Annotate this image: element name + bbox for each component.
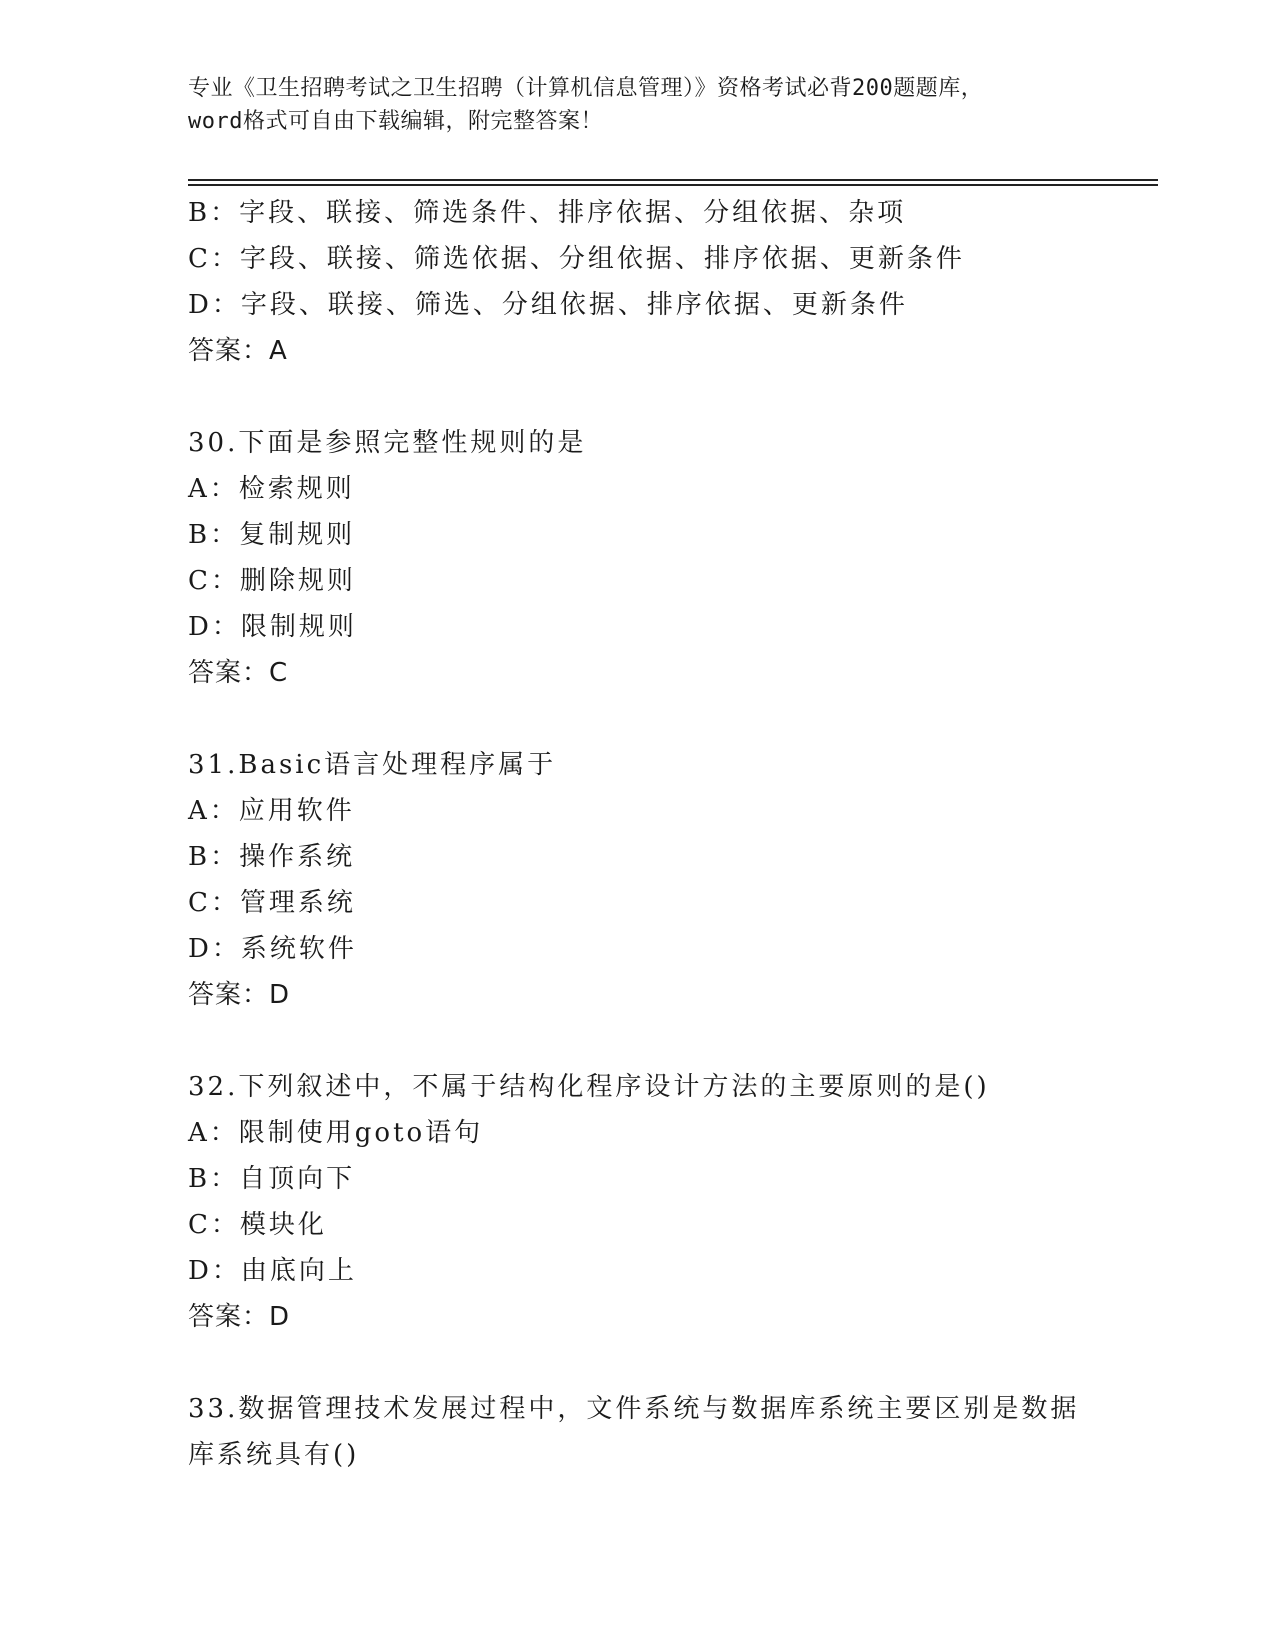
question-title-line-1: 33.数据管理技术发展过程中，文件系统与数据库系统主要区别是数据 — [188, 1394, 1080, 1424]
option-a: A：检索规则 — [188, 474, 355, 504]
option-d: D：系统软件 — [188, 934, 357, 964]
option-a: A：限制使用goto语句 — [188, 1118, 484, 1148]
option-c: C：删除规则 — [188, 566, 356, 596]
question-title: 32.下列叙述中，不属于结构化程序设计方法的主要原则的是() — [188, 1072, 990, 1102]
question-30 — [188, 420, 1148, 696]
option-d: D：限制规则 — [188, 612, 357, 642]
question-31 — [188, 742, 1148, 1018]
option-c: C：管理系统 — [188, 888, 356, 918]
header-divider-bottom — [188, 184, 1158, 186]
question-32 — [188, 1064, 1148, 1340]
answer-line: 答案：D — [188, 980, 291, 1010]
option-d: D：由底向上 — [188, 1256, 357, 1286]
option-d: D：字段、联接、筛选、分组依据、排序依据、更新条件 — [188, 290, 908, 320]
option-b: B：复制规则 — [188, 520, 356, 550]
answer-line: 答案：C — [188, 658, 289, 688]
question-list — [188, 190, 1148, 1478]
answer-line: 答案：A — [188, 336, 288, 366]
header-divider-top — [188, 179, 1158, 181]
question-33 — [188, 1386, 1148, 1478]
option-c: C：模块化 — [188, 1210, 327, 1240]
document-header — [188, 72, 1088, 138]
question-29-tail — [188, 190, 1148, 374]
question-title-line-2: 库系统具有() — [188, 1440, 360, 1470]
option-b: B：操作系统 — [188, 842, 356, 872]
answer-line: 答案：D — [188, 1302, 291, 1332]
option-a: A：应用软件 — [188, 796, 355, 826]
question-title: 31.Basic语言处理程序属于 — [188, 750, 557, 780]
header-title-line-1: 专业《卫生招聘考试之卫生招聘（计算机信息管理）》资格考试必背200题题库， — [188, 76, 984, 101]
header-title-line-2: word格式可自由下载编辑，附完整答案！ — [188, 109, 603, 134]
option-b: B：字段、联接、筛选条件、排序依据、分组依据、杂项 — [188, 198, 907, 228]
option-b: B：自顶向下 — [188, 1164, 356, 1194]
question-title: 30.下面是参照完整性规则的是 — [188, 428, 587, 458]
option-c: C：字段、联接、筛选依据、分组依据、排序依据、更新条件 — [188, 244, 965, 274]
